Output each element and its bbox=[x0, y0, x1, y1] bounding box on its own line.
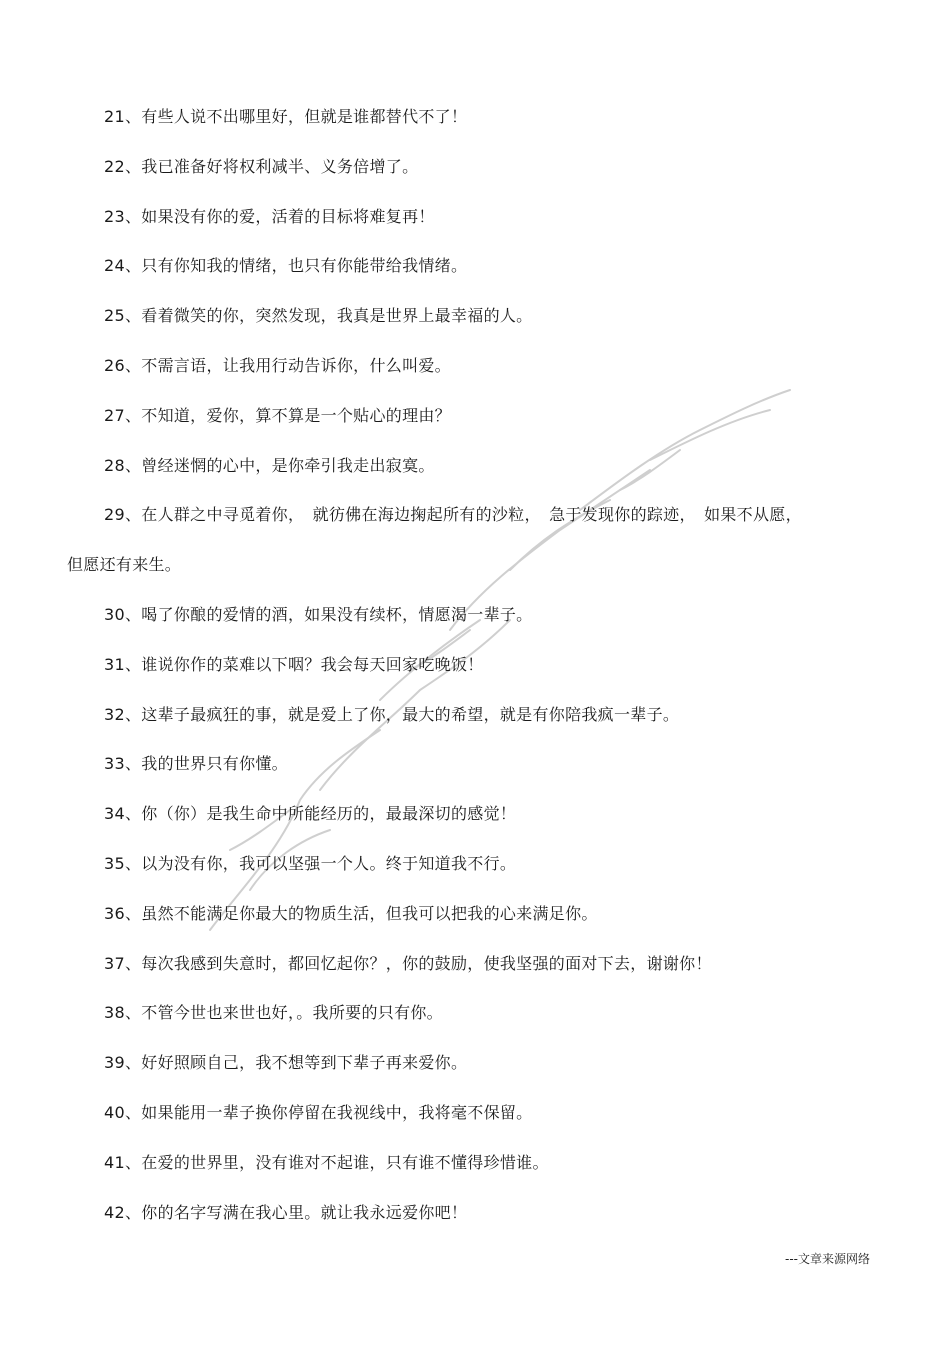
list-item bbox=[104, 953, 712, 975]
item-text: 我的世界只有你懂。 bbox=[141, 754, 288, 774]
item-number: 25 bbox=[104, 306, 125, 326]
list-item bbox=[104, 1202, 467, 1224]
item-text: 如果能用一辈子换你停留在我视线中，我将毫不保留。 bbox=[141, 1103, 533, 1122]
item-text: 在人群之中寻觅着你， 就彷佛在海边掬起所有的沙粒， 急于发现你的踪迹， 如果不从愿， bbox=[141, 505, 802, 525]
item-text: 喝了你酿的爱情的酒，如果没有续杯，情愿渴一辈子。 bbox=[141, 605, 533, 624]
item-text: 这辈子最疯狂的事，就是爱上了你，最大的希望，就是有你陪我疯一辈子。 bbox=[141, 704, 680, 724]
item-text: 以为没有你，我可以坚强一个人。终于知道我不行。 bbox=[141, 854, 517, 873]
item-number: 37 bbox=[104, 953, 125, 973]
item-text: 不管今世也来世也好，。我所要的只有你。 bbox=[141, 1003, 443, 1023]
list-item bbox=[104, 853, 516, 875]
item-number: 36 bbox=[104, 903, 125, 923]
list-item bbox=[104, 455, 435, 477]
list-item bbox=[104, 405, 451, 427]
item-text: 看着微笑的你，突然发现，我真是世界上最幸福的人。 bbox=[141, 306, 533, 326]
list-item bbox=[104, 903, 598, 925]
item-separator: 、 bbox=[124, 605, 142, 624]
item-separator: 、 bbox=[124, 903, 142, 923]
item-text: 有些人说不出哪里好，但就是谁都替代不了！ bbox=[141, 107, 468, 126]
item-text: 不需言语，让我用行动告诉你，什么叫爱。 bbox=[141, 356, 451, 375]
item-number: 30 bbox=[104, 605, 125, 624]
item-text: 如果没有你的爱，活着的目标将难复再！ bbox=[141, 206, 435, 226]
item-text: 在爱的世界里，没有谁对不起谁，只有谁不懂得珍惜谁。 bbox=[141, 1152, 549, 1172]
list-item bbox=[104, 604, 532, 626]
item-separator: 、 bbox=[124, 256, 142, 276]
item-separator: 、 bbox=[124, 156, 142, 176]
item-separator: 、 bbox=[124, 505, 142, 525]
item-separator: 、 bbox=[124, 754, 142, 774]
item-number: 28 bbox=[104, 455, 125, 475]
list-item bbox=[104, 156, 418, 178]
item-number: 22 bbox=[104, 156, 125, 176]
item-number: 29 bbox=[104, 505, 125, 525]
list-item bbox=[104, 654, 484, 676]
item-separator: 、 bbox=[124, 704, 142, 724]
item-separator: 、 bbox=[124, 1103, 142, 1122]
item-number: 41 bbox=[104, 1152, 125, 1172]
item-text: 不知道，爱你，算不算是一个贴心的理由？ bbox=[141, 405, 451, 425]
item-text: 谁说你作的菜难以下咽？我会每天回家吃晚饭！ bbox=[141, 654, 484, 674]
item-separator: 、 bbox=[124, 654, 142, 674]
item-number: 40 bbox=[104, 1103, 125, 1122]
list-item-continuation: 但愿还有来生。 bbox=[67, 555, 182, 575]
item-text: 你（你）是我生命中所能经历的，最最深切的感觉！ bbox=[141, 804, 517, 824]
item-number: 34 bbox=[104, 804, 125, 824]
item-separator: 、 bbox=[124, 356, 142, 375]
list-item bbox=[104, 355, 451, 377]
item-number: 39 bbox=[104, 1053, 125, 1073]
list-item bbox=[104, 753, 288, 775]
list-item bbox=[104, 1052, 467, 1074]
list-item bbox=[104, 305, 532, 327]
item-number: 21 bbox=[104, 107, 125, 126]
list-item bbox=[104, 704, 679, 726]
list-item bbox=[104, 106, 467, 128]
item-separator: 、 bbox=[124, 455, 142, 475]
item-number: 32 bbox=[104, 704, 125, 724]
list-item bbox=[104, 1102, 532, 1124]
item-separator: 、 bbox=[124, 405, 142, 425]
item-text: 只有你知我的情绪，也只有你能带给我情绪。 bbox=[141, 256, 468, 276]
item-text: 每次我感到失意时，都回忆起你？，你的鼓励，使我坚强的面对下去，谢谢你！ bbox=[141, 953, 712, 973]
item-text: 好好照顾自己，我不想等到下辈子再来爱你。 bbox=[141, 1053, 468, 1073]
item-number: 33 bbox=[104, 754, 125, 774]
item-separator: 、 bbox=[124, 953, 142, 973]
item-separator: 、 bbox=[124, 1152, 142, 1172]
item-number: 38 bbox=[104, 1003, 125, 1023]
list-item bbox=[104, 504, 802, 526]
item-separator: 、 bbox=[124, 1202, 142, 1222]
item-separator: 、 bbox=[124, 804, 142, 824]
item-number: 35 bbox=[104, 854, 125, 873]
item-text: 我已准备好将权利减半、义务倍增了。 bbox=[141, 156, 419, 176]
list-item bbox=[104, 1152, 549, 1174]
item-number: 23 bbox=[104, 206, 125, 226]
item-separator: 、 bbox=[124, 107, 142, 126]
item-text: 曾经迷惘的心中，是你牵引我走出寂寞。 bbox=[141, 455, 435, 475]
item-text: 虽然不能满足你最大的物质生活，但我可以把我的心来满足你。 bbox=[141, 903, 598, 923]
item-number: 27 bbox=[104, 405, 125, 425]
item-separator: 、 bbox=[124, 1053, 142, 1073]
item-number: 26 bbox=[104, 356, 125, 375]
item-separator: 、 bbox=[124, 306, 142, 326]
list-item bbox=[104, 1002, 443, 1024]
item-separator: 、 bbox=[124, 206, 142, 226]
item-separator: 、 bbox=[124, 1003, 142, 1023]
item-number: 31 bbox=[104, 654, 125, 674]
item-number: 24 bbox=[104, 256, 125, 276]
item-separator: 、 bbox=[124, 854, 142, 873]
item-text: 你的名字写满在我心里。就让我永远爱你吧！ bbox=[141, 1202, 468, 1222]
source-footer: ---文章来源网络 bbox=[785, 1252, 870, 1266]
list-item bbox=[104, 206, 435, 228]
list-item bbox=[104, 803, 516, 825]
item-number: 42 bbox=[104, 1202, 125, 1222]
list-item bbox=[104, 255, 467, 277]
